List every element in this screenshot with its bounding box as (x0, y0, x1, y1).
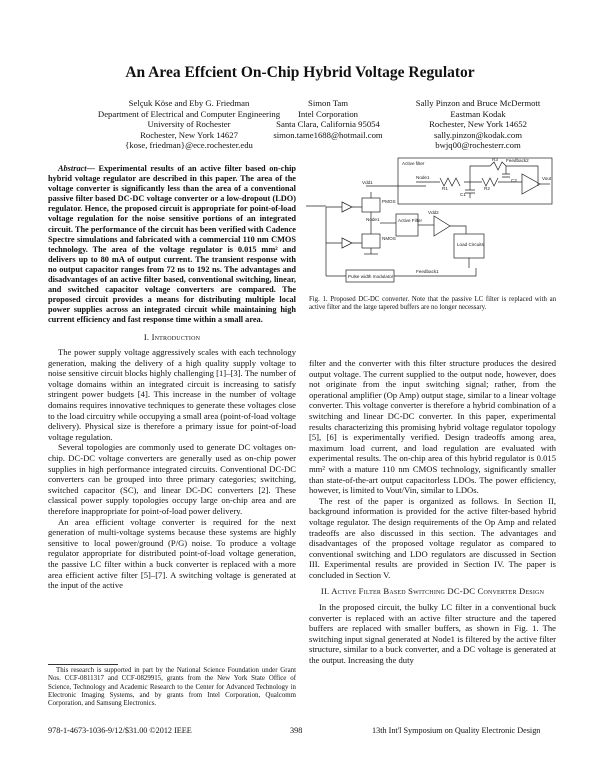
footnote-rule (48, 664, 118, 665)
author-names: Selçuk Köse and Eby G. Friedman (128, 98, 250, 108)
author-affiliation: Department of Electrical and Computer Engineering (97, 108, 281, 119)
section-heading: I. Introduction (143, 331, 201, 342)
abstract-lead: Abstract (58, 164, 87, 173)
label-active-filter-box: Active Filter (398, 218, 422, 223)
capacitor-c1 (465, 182, 475, 198)
label-c1: C1 (460, 192, 466, 197)
paragraph: The power supply voltage aggressively scales with each technology generation, making the delivery of a high quality supply voltage to noise sensitive circuit blocks highly challenging [1]–[3]. The number of voltage domains within an integrated circuit is increasing to satisfy stringent power budgets [4]. This increase in the number of voltage domains requires innovative techniques to generate these voltages close to the load circuitry while occupying a small area (point-of-load voltage delivery). Physical size is therefore a primary issue for point-of-load voltage regulation. (48, 347, 296, 442)
label-r3: R3 (492, 157, 498, 162)
label-node1b: Node1 (366, 217, 380, 222)
section-heading: II. Active Filter Based Switching DC-DC Converter Design (320, 586, 545, 597)
label-active-filter: Active filter (402, 161, 425, 166)
resistor-r1 (440, 178, 460, 186)
opamp-inset (522, 174, 540, 194)
circuit-figure (306, 156, 558, 292)
resistor-r3 (490, 162, 506, 170)
right-column (309, 358, 556, 666)
paragraph: An area efficient voltage converter is required for the next generation of multi-voltage systems because these systems are highly sensitive to local power/ground (P/G) noise. To produce a voltage regulator appropriate for distributed point-of-load voltage generation, the passive LC filter within a buck converter is replaced with a more area efficient active filter [5]–[7]. A switching voltage is generated at the input of the active (48, 516, 296, 591)
footnote-text: This research is supported in part by the National Science Foundation under Grant Nos. CCF-0811317 and CCF-0829915, grants from the New York State Office of Science, Technology and Academic Research to the Center for Advanced Technology in Electronic Imaging Systems, and by grants from Intel Corporation, Qualcomm Corporation, and Samsung Electronics. (48, 667, 296, 708)
footer-copyright: 978-1-4673-1036-9/12/$31.00 ©2012 IEEE (48, 726, 192, 735)
nmos-box (362, 234, 380, 248)
paragraph: In the proposed circuit, the bulky LC filter in a conventional buck converter is replaced with an active filter structure and the tapered buffers are replaced with smaller buffers, as shown in Fig. 1. The switching input signal generated at Node1 is filtered by the active filter structure, similar to a buck converter, and a DC voltage is generated at the output. Increasing the duty (309, 602, 556, 666)
pmos-box (362, 198, 380, 212)
author-affiliation: Eastman Kodak (450, 108, 506, 119)
label-c2: C2 (511, 178, 517, 183)
author-block-2 (268, 98, 388, 140)
label-node1: Node1 (416, 175, 430, 180)
author-block-1 (84, 98, 294, 151)
author-names: Sally Pinzon and Bruce McDermott (415, 98, 541, 108)
author-city: Santa Clara, California 95054 (276, 119, 380, 130)
author-email: sally.pinzon@kodak.com (433, 129, 523, 140)
label-nmos: NMOS (382, 236, 396, 241)
author-email: {kose, friedman}@ece.rochester.edu (125, 140, 253, 151)
paragraph: The rest of the paper is organized as follows. In Section II, background information is provided for the active filter-based hybrid voltage regulator. The design requirements of the Op Amp and related tradeoffs are also discussed in this section. The advantages and disadvantages of the proposed voltage regulator as compared to conventional switching and LDO regulators are discussed in Section III. Experimental results are provided in Section IV. The paper is concluded in Section V. (309, 495, 556, 580)
paper-title: An Area Effcient On-Chip Hybrid Voltage Regulator (125, 64, 475, 81)
author-block-3 (398, 98, 558, 151)
label-feedback-top: Feedback2 (506, 158, 529, 163)
left-column (48, 164, 296, 591)
author-names: Simon Tam (307, 98, 349, 108)
footnote (48, 667, 296, 708)
label-vdd2: Vdd2 (428, 210, 439, 215)
paragraph: Several topologies are commonly used to generate DC voltages on-chip. DC-DC voltage converters are generally used as on-chip power supplies in high performance integrated circuits. Conventional DC-DC converters can be grouped into three primary categories; switching, switched capacitor (SC), and linear DC-DC converters [2]. These classical power supply topologies occupy large on-chip area and are therefore inappropriate for point-of-load power delivery. (48, 442, 296, 516)
author-org: University of Rochester (147, 119, 231, 130)
footer-venue: 13th Int'l Symposium on Quality Electronic Design (372, 726, 541, 735)
author-email: bwjq00@rochesterr.com (435, 140, 521, 151)
label-r1: R1 (442, 186, 448, 191)
figure-caption: Fig. 1. Proposed DC-DC converter. Note that the passive LC filter is replaced with an active filter and the large tapered buffers are no longer necessary. (309, 296, 556, 312)
abstract (48, 164, 296, 326)
label-r2: R2 (484, 186, 490, 191)
resistor-r2 (482, 178, 498, 186)
label-feedback-bottom: Feedback1 (416, 269, 439, 274)
author-affiliation: Intel Corporation (297, 108, 359, 119)
author-email: simon.tame1688@hotmail.com (273, 129, 383, 140)
label-pmos: PMOS (382, 199, 396, 204)
circuit-diagram (306, 156, 558, 292)
label-load: Load Circuits (457, 242, 484, 247)
output-opamp (434, 216, 450, 236)
author-city: Rochester, New York 14627 (140, 129, 238, 140)
footer-page-number: 398 (290, 726, 303, 735)
label-vdd1: Vdd1 (362, 180, 373, 185)
label-vout: Vout (542, 176, 552, 181)
abstract-text: — Experimental results of an active filter based on-chip hybrid voltage regulator are described in this paper. The area of the voltage converter is significantly less than the area of a conventional passive filter based DC-DC voltage converter or a low-dropout (LDO) regulator. Hence, the proposed circuit is appropriate for point-of-load voltage regulation for the noise sensitive portions of an integrated circuit. The performance of the circuit has been verified with Cadence Spectre simulations and fabricated with a commercial 110 nm CMOS technology. The area of the voltage regulator is 0.015 mm² and delivers up to 80 mA of output current. The transient response with no output capacitor ranges from 72 ns to 192 ns. The advantages and disadvantages of an active filter based, conventional switching, linear, and switched capacitor voltage converters are compared. The proposed circuit provides a means for distributing multiple local power supplies across an integrated circuit while maintaining high current efficiency and fast response time within a small area. (48, 164, 296, 325)
paragraph: filter and the converter with this filter structure produces the desired output voltage. The current supplied to the output node, however, does not originate from the input switching signal; rather, from the operational amplifier (Op Amp) output stage, similar to a linear voltage converter. This voltage converter is therefore a hybrid combination of a switching and linear DC-DC converter. In this paper, experimental results characterizing this promising hybrid voltage regulator topology [5], [6] is experimentally verified. Design tradeoffs among area, maximum load current, and load regulation are evaluated with experimental results. The on-chip area of this hybrid regulator is 0.015 mm² with a mature 110 nm CMOS technology, significantly smaller than state-of-the-art output capacitorless LDOs. The power efficiency, however, is limited to Vout/Vin, similar to LDOs. (309, 358, 556, 496)
label-pwm: Pulse width modulator (348, 274, 394, 279)
author-city: Rochester, New York 14652 (429, 119, 527, 130)
